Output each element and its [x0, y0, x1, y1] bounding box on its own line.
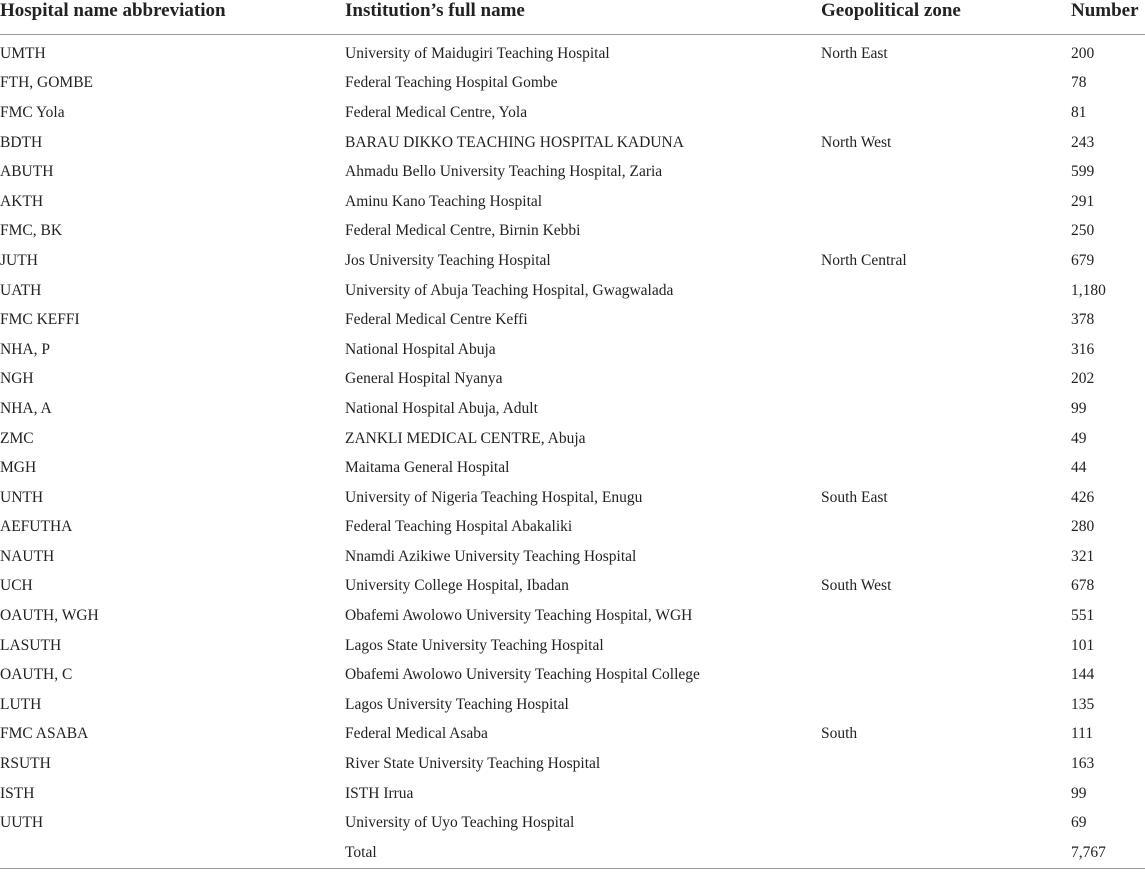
header-abbreviation: Hospital name abbreviation: [0, 0, 226, 21]
cell-number: 321: [1071, 547, 1095, 565]
cell-zone: [821, 513, 1071, 543]
cell-full-name: University of Abuja Teaching Hospital, Gwagwalada: [345, 281, 674, 299]
cell-full-name: Lagos University Teaching Hospital: [345, 695, 569, 713]
cell-abbreviation: FMC, BK: [0, 222, 63, 240]
cell-abbreviation: FMC Yola: [0, 103, 65, 121]
table-row: [0, 720, 1145, 750]
cell-number: 101: [1071, 636, 1095, 654]
cell-number: 144: [1071, 666, 1095, 684]
cell-abbreviation: ABUTH: [0, 163, 54, 181]
cell-number: 378: [1071, 311, 1095, 329]
cell-full-name: Lagos State University Teaching Hospital: [345, 636, 604, 654]
table-row: [0, 808, 1145, 838]
cell-full-name: River State University Teaching Hospital: [345, 755, 601, 773]
cell-number: 243: [1071, 133, 1095, 151]
total-label: Total: [345, 844, 377, 862]
table-row: [0, 483, 1145, 513]
cell-zone: North West: [821, 133, 892, 151]
cell-abbreviation: JUTH: [0, 251, 38, 269]
table-row: [0, 690, 1145, 720]
table-row: [0, 35, 1145, 69]
table-row: [0, 749, 1145, 779]
table-row: [0, 246, 1145, 276]
total-number: 7,767: [1071, 844, 1106, 862]
cell-zone: South West: [821, 577, 892, 595]
cell-full-name: Aminu Kano Teaching Hospital: [345, 192, 543, 210]
cell-full-name: ISTH Irrua: [345, 784, 414, 802]
cell-abbreviation: UUTH: [0, 814, 44, 832]
cell-full-name: Maitama General Hospital: [345, 459, 510, 477]
cell-full-name: BARAU DIKKO TEACHING HOSPITAL KADUNA: [345, 133, 684, 151]
table-row: [0, 157, 1145, 187]
cell-number: 111: [1071, 725, 1094, 743]
cell-abbreviation: ZMC: [0, 429, 34, 447]
cell-abbreviation: RSUTH: [0, 755, 51, 773]
cell-zone: [821, 98, 1071, 128]
cell-full-name: University of Nigeria Teaching Hospital, Enugu: [345, 488, 643, 506]
table-row: [0, 453, 1145, 483]
cell-abbreviation: UATH: [0, 281, 42, 299]
total-row: [0, 838, 1145, 869]
cell-full-name: National Hospital Abuja: [345, 340, 496, 358]
cell-zone: [821, 601, 1071, 631]
cell-zone: [821, 69, 1071, 99]
cell-full-name: Federal Medical Centre Keffi: [345, 311, 528, 329]
cell-number: 69: [1071, 814, 1087, 832]
cell-zone: [821, 276, 1071, 306]
cell-number: 551: [1071, 607, 1095, 625]
table-row: [0, 513, 1145, 543]
header-full-name: Institution’s full name: [345, 0, 525, 21]
cell-abbreviation: LASUTH: [0, 636, 62, 654]
cell-abbreviation: NGH: [0, 370, 34, 388]
cell-zone: North East: [821, 44, 888, 62]
header-zone: Geopolitical zone: [821, 0, 961, 21]
cell-number: 200: [1071, 44, 1095, 62]
cell-full-name: Federal Teaching Hospital Gombe: [345, 74, 558, 92]
cell-full-name: Obafemi Awolowo University Teaching Hospital College: [345, 666, 700, 684]
cell-number: 250: [1071, 222, 1095, 240]
cell-abbreviation: UMTH: [0, 44, 46, 62]
table-row: [0, 779, 1145, 809]
table-row: [0, 128, 1145, 158]
cell-number: 599: [1071, 163, 1095, 181]
cell-full-name: University College Hospital, Ibadan: [345, 577, 569, 595]
cell-number: 291: [1071, 192, 1095, 210]
cell-full-name: Federal Medical Asaba: [345, 725, 488, 743]
cell-number: 679: [1071, 251, 1095, 269]
table-row: [0, 601, 1145, 631]
table-row: [0, 69, 1145, 99]
table-row: [0, 187, 1145, 217]
cell-zone: [821, 749, 1071, 779]
table-row: [0, 572, 1145, 602]
table-row: [0, 335, 1145, 365]
cell-abbreviation: NHA, A: [0, 399, 52, 417]
cell-zone: [821, 157, 1071, 187]
cell-abbreviation: FMC ASABA: [0, 725, 89, 743]
cell-number: 316: [1071, 340, 1095, 358]
cell-zone: North Central: [821, 251, 907, 269]
cell-zone: [821, 660, 1071, 690]
table-row: [0, 394, 1145, 424]
table-row: [0, 305, 1145, 335]
cell-full-name: Federal Teaching Hospital Abakaliki: [345, 518, 573, 536]
cell-abbreviation: FTH, GOMBE: [0, 74, 94, 92]
cell-zone: [821, 542, 1071, 572]
cell-full-name: Federal Medical Centre, Yola: [345, 103, 528, 121]
cell-abbreviation: MGH: [0, 459, 37, 477]
cell-number: 426: [1071, 488, 1095, 506]
header-row: [0, 0, 1145, 35]
cell-zone: South East: [821, 488, 888, 506]
cell-abbreviation: AEFUTHA: [0, 518, 73, 536]
cell-zone: [821, 217, 1071, 247]
cell-abbreviation: ISTH: [0, 784, 35, 802]
table-row: [0, 542, 1145, 572]
table-row: [0, 424, 1145, 454]
cell-abbreviation: UCH: [0, 577, 33, 595]
cell-abbreviation: BDTH: [0, 133, 43, 151]
cell-full-name: University of Uyo Teaching Hospital: [345, 814, 575, 832]
cell-number: 280: [1071, 518, 1095, 536]
cell-number: 44: [1071, 459, 1087, 477]
cell-zone: [821, 365, 1071, 395]
cell-zone: South: [821, 725, 858, 743]
cell-full-name: General Hospital Nyanya: [345, 370, 503, 388]
cell-zone: [821, 305, 1071, 335]
cell-full-name: ZANKLI MEDICAL CENTRE, Abuja: [345, 429, 586, 447]
cell-abbreviation: NHA, P: [0, 340, 50, 358]
cell-number: 81: [1071, 103, 1087, 121]
cell-number: 99: [1071, 784, 1087, 802]
cell-number: 1,180: [1071, 281, 1106, 299]
cell-number: 135: [1071, 695, 1095, 713]
cell-number: 202: [1071, 370, 1095, 388]
cell-zone: [821, 187, 1071, 217]
cell-number: 678: [1071, 577, 1095, 595]
total-zone-cell: [821, 838, 1071, 869]
cell-full-name: Obafemi Awolowo University Teaching Hospital, WGH: [345, 607, 693, 625]
cell-abbreviation: AKTH: [0, 192, 44, 210]
cell-number: 99: [1071, 399, 1087, 417]
cell-number: 49: [1071, 429, 1087, 447]
cell-zone: [821, 424, 1071, 454]
cell-zone: [821, 808, 1071, 838]
cell-abbreviation: LUTH: [0, 695, 42, 713]
cell-zone: [821, 394, 1071, 424]
cell-abbreviation: OAUTH, WGH: [0, 607, 99, 625]
cell-number: 78: [1071, 74, 1087, 92]
cell-full-name: Federal Medical Centre, Birnin Kebbi: [345, 222, 581, 240]
cell-full-name: Jos University Teaching Hospital: [345, 251, 551, 269]
cell-zone: [821, 779, 1071, 809]
total-abbr-cell: [0, 838, 345, 869]
table-row: [0, 631, 1145, 661]
table-row: [0, 217, 1145, 247]
cell-full-name: University of Maidugiri Teaching Hospital: [345, 44, 610, 62]
cell-zone: [821, 631, 1071, 661]
table-row: [0, 98, 1145, 128]
cell-zone: [821, 335, 1071, 365]
cell-full-name: Ahmadu Bello University Teaching Hospital, Zaria: [345, 163, 663, 181]
cell-zone: [821, 690, 1071, 720]
table-body: [0, 35, 1145, 869]
table-row: [0, 365, 1145, 395]
cell-abbreviation: FMC KEFFI: [0, 311, 80, 329]
table-row: [0, 660, 1145, 690]
table-row: [0, 276, 1145, 306]
cell-full-name: National Hospital Abuja, Adult: [345, 399, 538, 417]
cell-full-name: Nnamdi Azikiwe University Teaching Hospital: [345, 547, 637, 565]
cell-abbreviation: UNTH: [0, 488, 44, 506]
cell-zone: [821, 453, 1071, 483]
cell-abbreviation: NAUTH: [0, 547, 55, 565]
cell-abbreviation: OAUTH, C: [0, 666, 73, 684]
cell-number: 163: [1071, 755, 1095, 773]
header-number: Number: [1071, 0, 1139, 21]
table-header: [0, 0, 1145, 35]
